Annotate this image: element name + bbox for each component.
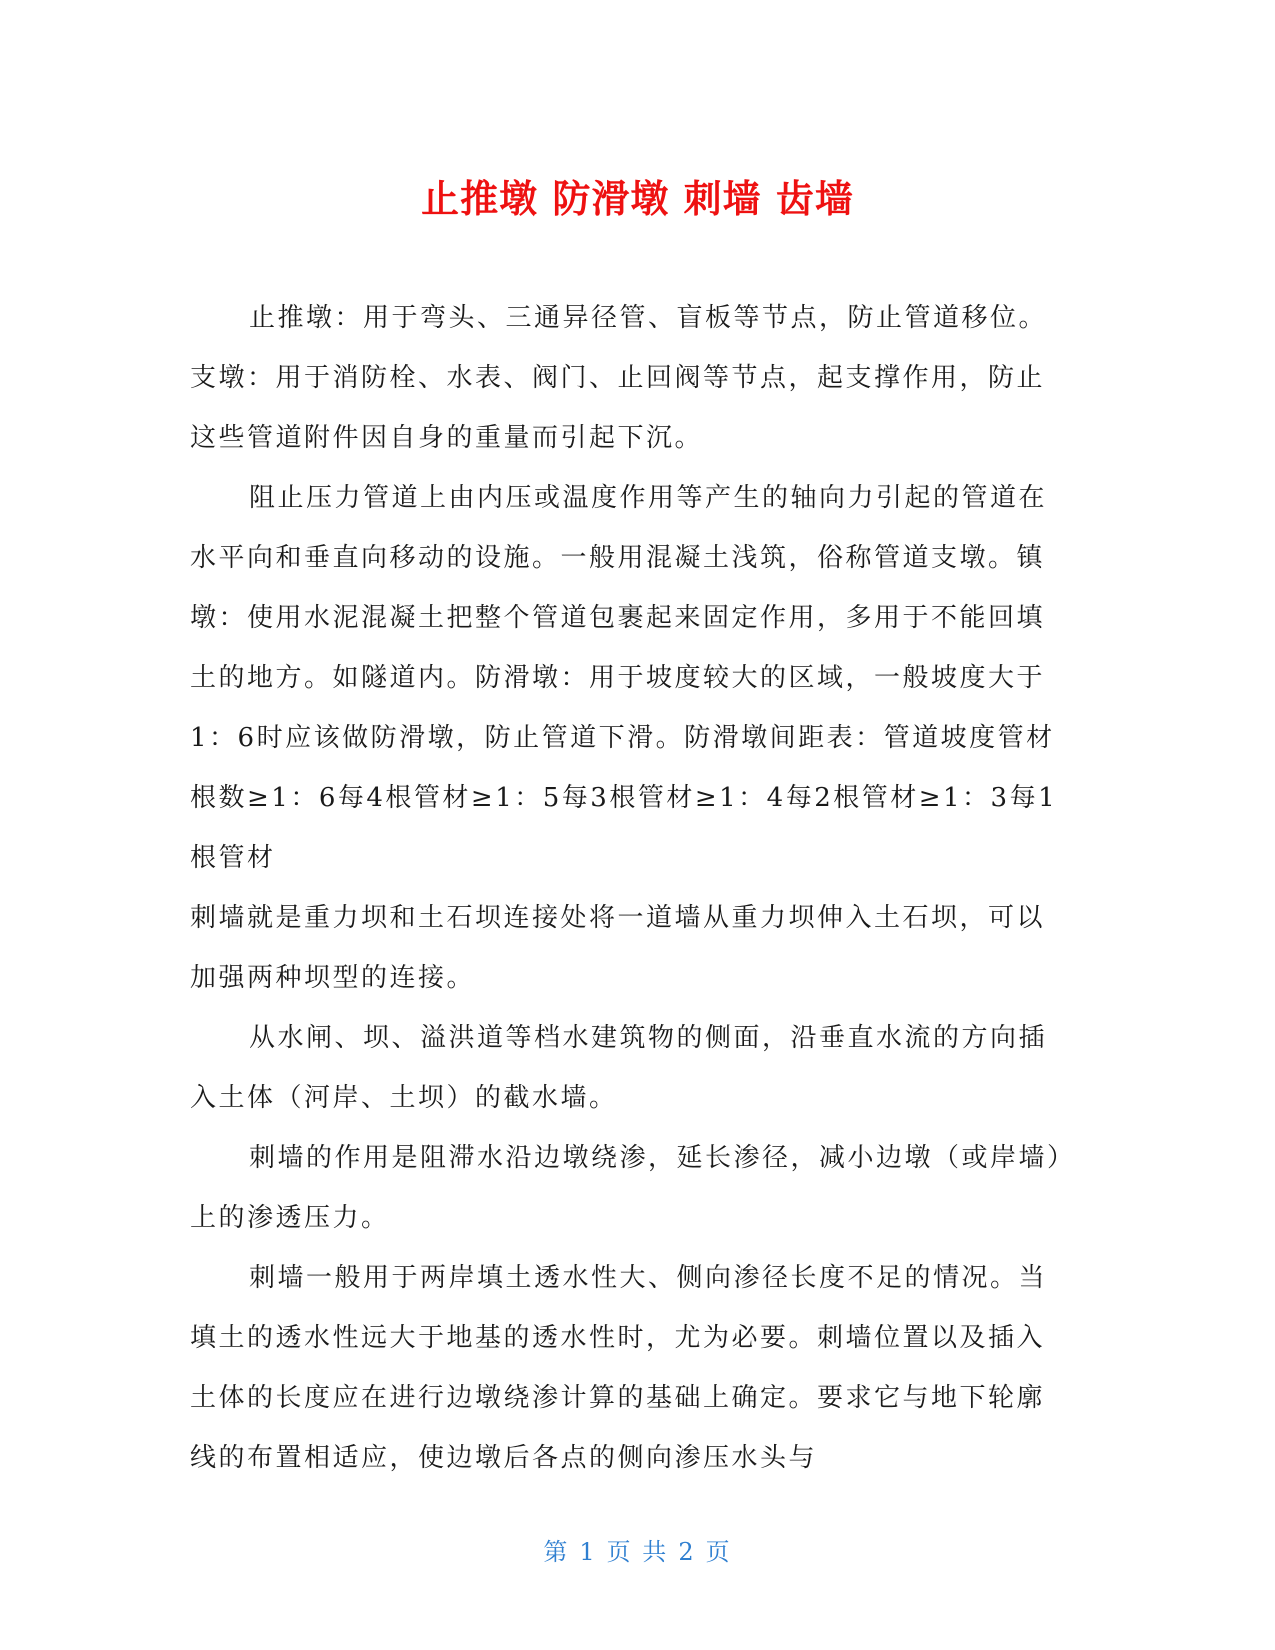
- paragraph-3: 刺墙就是重力坝和土石坝连接处将一道墙从重力坝伸入土石坝，可以加强两种坝型的连接。: [190, 903, 1046, 993]
- paragraph-6: 刺墙一般用于两岸填土透水性大、侧向渗径长度不足的情况。当填土的透水性远大于地基的透水性时，尤为必要。刺墙位置以及插入土体的长度应在进行边墩绕渗计算的基础上确定。要求它与地下轮廓线的布置相适应，使边墩后各点的侧向渗压水头与: [190, 1263, 1048, 1473]
- paragraph-2: 阻止压力管道上由内压或温度作用等产生的轴向力引起的管道在水平向和垂直向移动的设施。一般用混凝土浅筑，俗称管道支墩。镇墩：使用水泥混凝土把整个管道包裹起来固定作用，多用于不能回填土的地方。如隧道内。防滑墩：用于坡度较大的区域，一般坡度大于1：6时应该做防滑墩，防止管道下滑。防滑墩间距表：管道坡度管材根数≥1：6每4根管材≥1：5每3根管材≥1：4每2根管材≥1：3每1根管材: [190, 483, 1058, 873]
- document-body: [190, 288, 1070, 1488]
- footer-of-label: 页 共: [606, 1538, 669, 1566]
- page-title: 止推墩 防滑墩 刺墙 齿墙: [421, 177, 854, 221]
- footer-end-label: 页: [705, 1538, 732, 1566]
- footer-current-page: 1: [579, 1538, 597, 1566]
- paragraph-5: 刺墙的作用是阻滞水沿边墩绕渗，延长渗径，减小边墩（或岸墙）上的渗透压力。: [190, 1143, 1063, 1233]
- footer-total-pages: 2: [678, 1538, 696, 1566]
- footer-page-label: 第: [543, 1538, 570, 1566]
- paragraph-4: 从水闸、坝、溢洪道等档水建筑物的侧面，沿垂直水流的方向插入土体（河岸、土坝）的截水墙。: [190, 1023, 1048, 1113]
- paragraph-1: 止推墩：用于弯头、三通异径管、盲板等节点，防止管道移位。支墩：用于消防栓、水表、阀门、止回阀等节点，起支撑作用，防止这些管道附件因自身的重量而引起下沉。: [190, 303, 1048, 453]
- page-footer: [0, 1532, 1275, 1567]
